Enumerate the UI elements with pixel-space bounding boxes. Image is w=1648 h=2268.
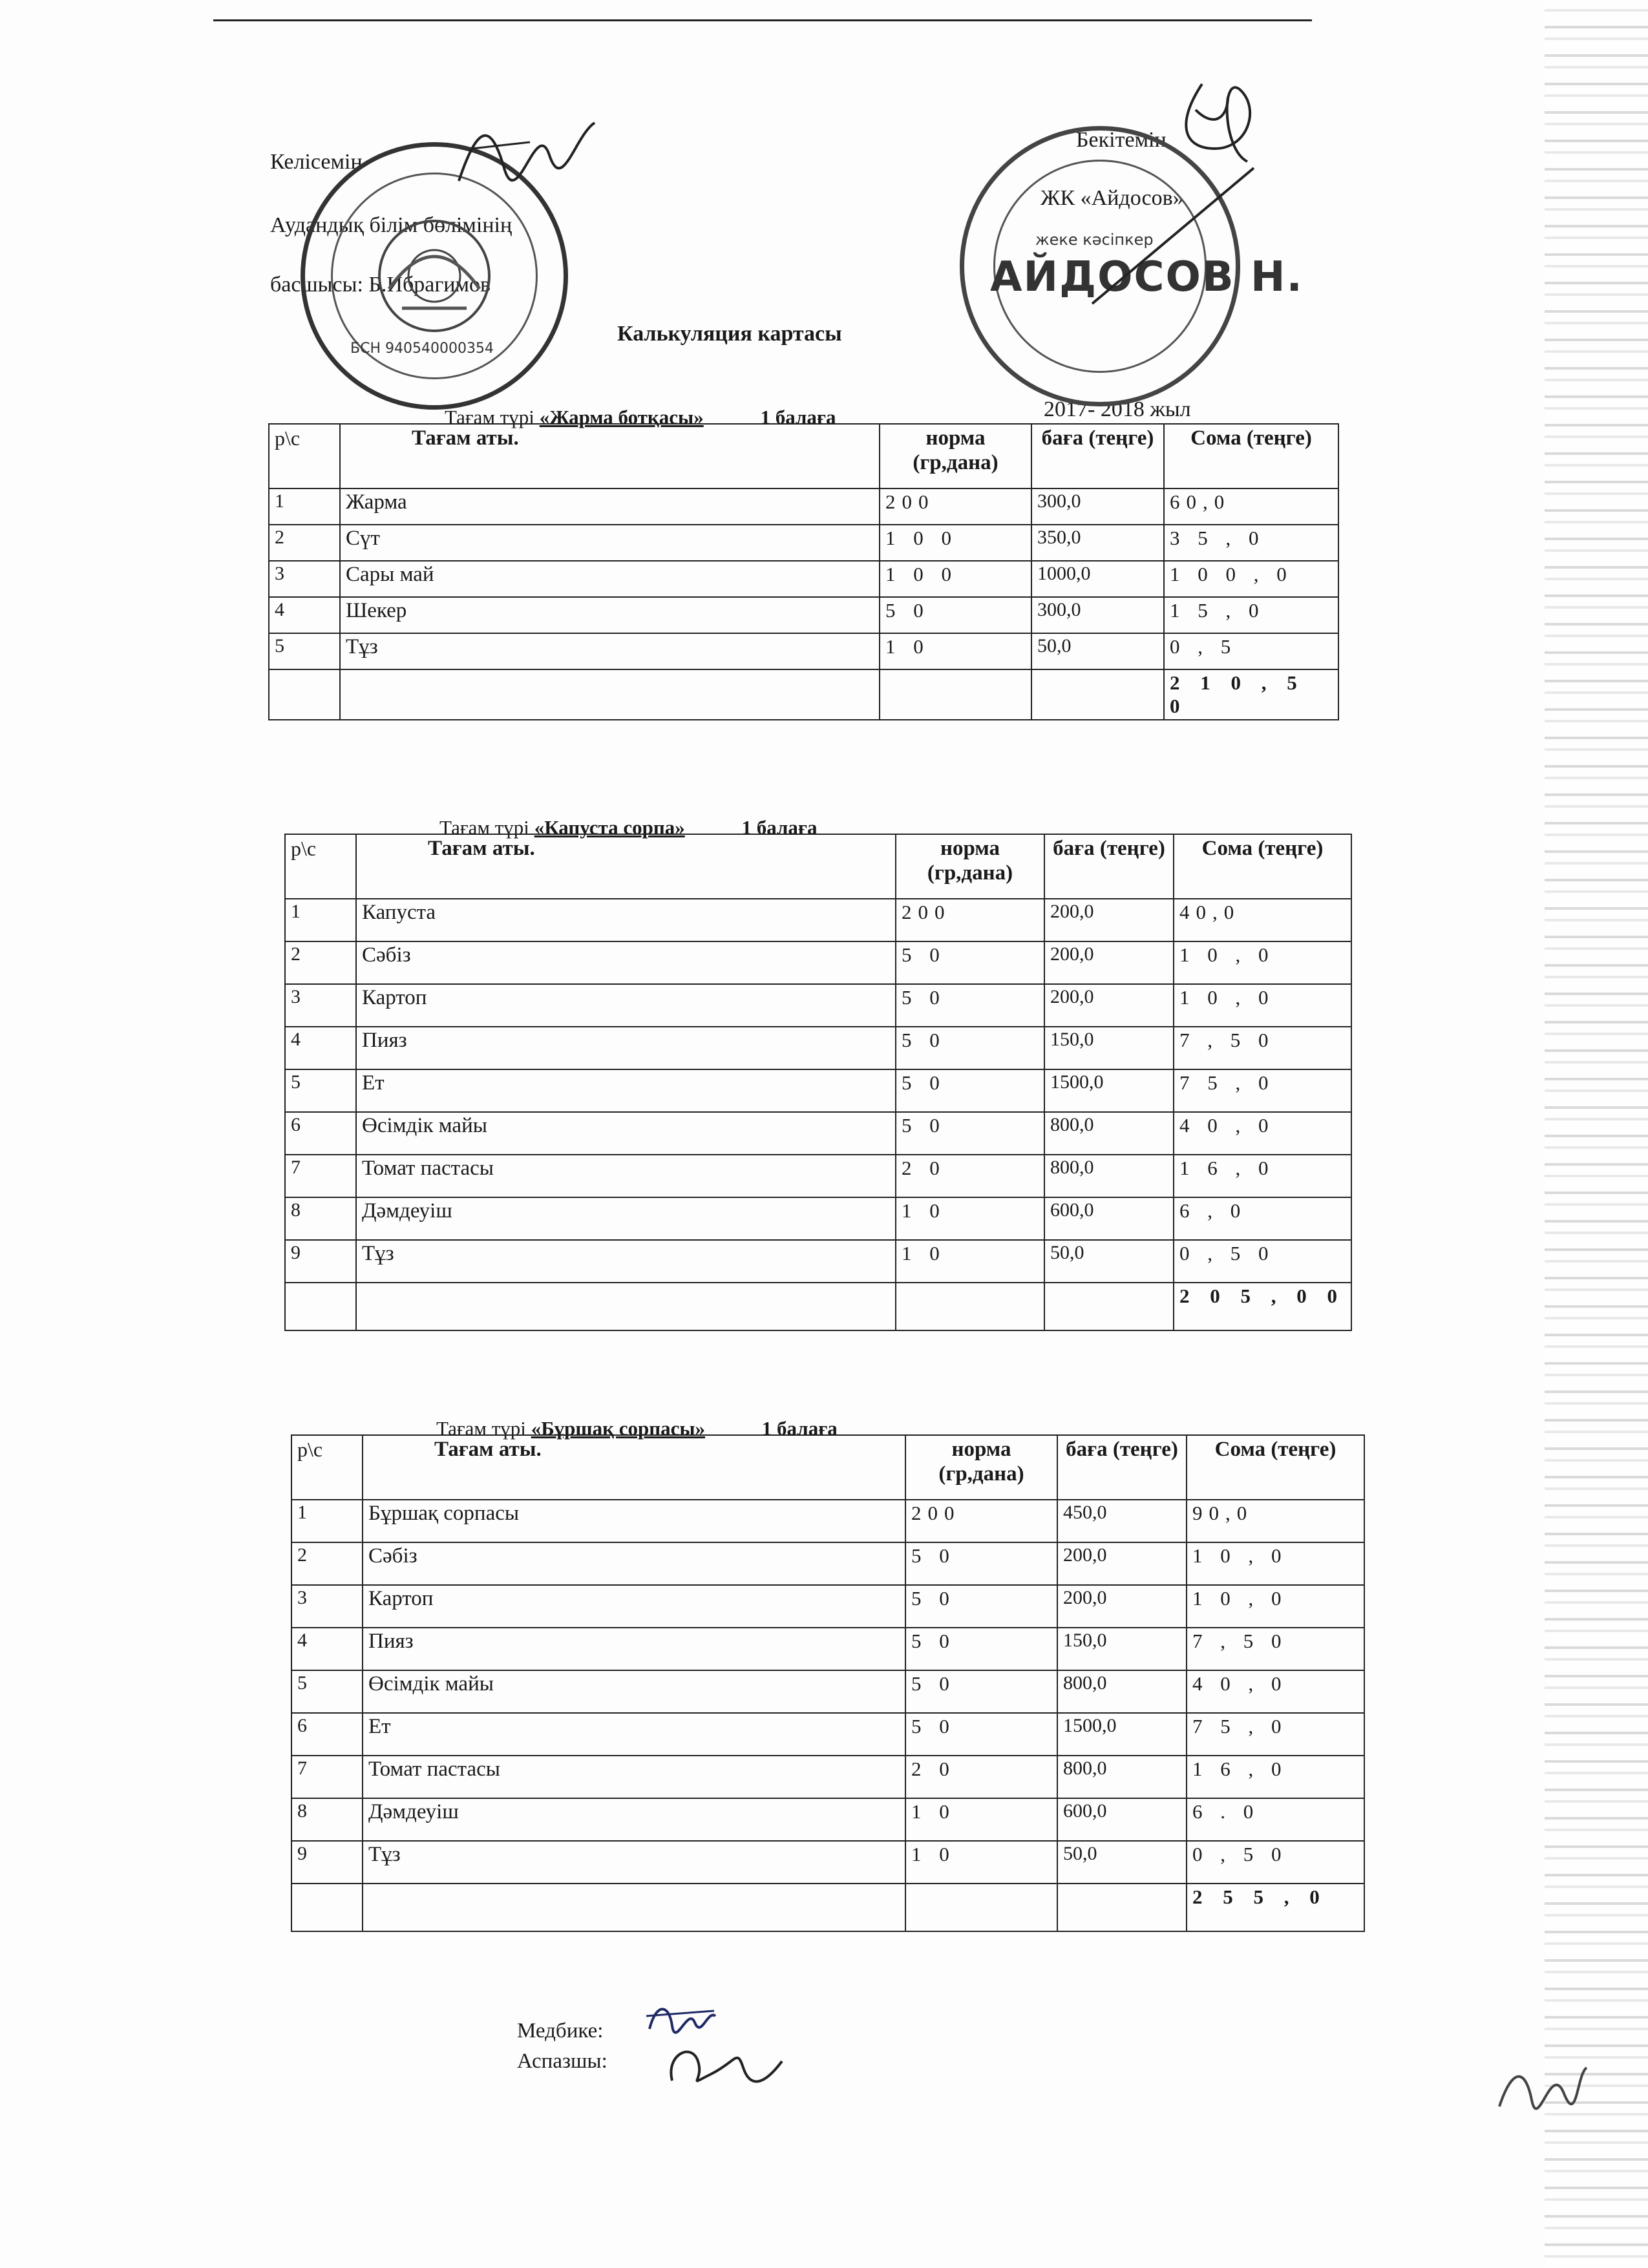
row-num: 5 (269, 633, 340, 669)
row-price: 200,0 (1044, 899, 1174, 941)
section-2-per: 1 балаға (741, 816, 818, 839)
row-name: Сары май (340, 561, 880, 597)
row-name: Тұз (363, 1841, 905, 1884)
row-sum: 7 , 5 0 (1174, 1027, 1351, 1069)
row-price: 350,0 (1031, 525, 1164, 561)
table-row (291, 1500, 1364, 1542)
total-sum: 2 1 0 , 5 0 (1164, 669, 1338, 720)
col-num: р\с (269, 424, 340, 488)
row-price: 600,0 (1057, 1798, 1187, 1841)
col-norm: норма (гр,дана) (880, 424, 1031, 488)
row-price: 150,0 (1057, 1628, 1187, 1670)
table-header-row (285, 834, 1351, 899)
table-header-row (269, 424, 1338, 488)
col-name: Тағам аты. (340, 424, 880, 488)
row-sum: 1 5 , 0 (1164, 597, 1338, 633)
section-3-per: 1 балаға (761, 1417, 838, 1440)
row-num: 2 (285, 941, 356, 984)
row-sum: 1 0 , 0 (1174, 984, 1351, 1027)
row-price: 200,0 (1057, 1542, 1187, 1585)
table-row (291, 1841, 1364, 1884)
row-price: 600,0 (1044, 1197, 1174, 1240)
row-name: Томат пастасы (363, 1756, 905, 1798)
row-sum: 1 6 , 0 (1187, 1756, 1364, 1798)
doc-title: Калькуляция картасы (617, 322, 842, 346)
row-price: 200,0 (1044, 941, 1174, 984)
row-norm: 5 0 (896, 1112, 1044, 1155)
row-price: 1500,0 (1044, 1069, 1174, 1112)
row-sum: 6 , 0 (1174, 1197, 1351, 1240)
section-3-rows (291, 1500, 1364, 1931)
table-row (269, 633, 1338, 669)
table-row (285, 1240, 1351, 1283)
total-row (291, 1884, 1364, 1931)
row-name: Капуста (356, 899, 896, 941)
total-empty-cell (896, 1283, 1044, 1330)
row-name: Дәмдеуіш (356, 1197, 896, 1240)
table-row (269, 597, 1338, 633)
col-num: р\с (291, 1435, 363, 1500)
row-norm: 200 (896, 899, 1044, 941)
col-sum: Сома (теңге) (1164, 424, 1338, 488)
row-sum: 4 0 , 0 (1174, 1112, 1351, 1155)
row-name: Өсімдік майы (363, 1670, 905, 1713)
section-2-meal: «Капуста сорпа» (534, 816, 685, 839)
row-sum: 3 5 , 0 (1164, 525, 1338, 561)
row-name: Томат пастасы (356, 1155, 896, 1197)
agreed-label: Келісемін (270, 150, 363, 174)
row-num: 4 (269, 597, 340, 633)
section-2-prefix: Тағам түрі (439, 816, 529, 839)
approved-label: Бекітемін (1076, 128, 1167, 152)
row-name: Шекер (340, 597, 880, 633)
row-norm: 2 0 (905, 1756, 1057, 1798)
scan-top-edge (213, 0, 1312, 21)
table-row (291, 1713, 1364, 1756)
row-norm: 5 0 (905, 1628, 1057, 1670)
row-price: 800,0 (1044, 1112, 1174, 1155)
table-row (285, 899, 1351, 941)
row-norm: 1 0 (880, 633, 1031, 669)
row-sum: 7 5 , 0 (1174, 1069, 1351, 1112)
row-sum: 7 , 5 0 (1187, 1628, 1364, 1670)
row-num: 3 (285, 984, 356, 1027)
row-name: Ет (356, 1069, 896, 1112)
row-num: 9 (291, 1841, 363, 1884)
left-stamp-bin: БСН 940540000354 (350, 341, 494, 357)
table-row (285, 984, 1351, 1027)
table-row (291, 1542, 1364, 1585)
row-num: 5 (291, 1670, 363, 1713)
row-name: Картоп (356, 984, 896, 1027)
row-num: 6 (285, 1112, 356, 1155)
total-empty-cell (905, 1884, 1057, 1931)
row-price: 300,0 (1031, 597, 1164, 633)
right-stamp-name: АЙДОСОВ Н. (990, 253, 1304, 301)
row-sum: 7 5 , 0 (1187, 1713, 1364, 1756)
total-sum: 2 0 5 , 0 0 (1174, 1283, 1351, 1330)
section-1-per: 1 балаға (760, 406, 836, 428)
row-num: 1 (269, 488, 340, 525)
table-row (285, 1197, 1351, 1240)
table-row (285, 1069, 1351, 1112)
total-empty-cell (356, 1283, 896, 1330)
year-label: 2017- 2018 жыл (1044, 397, 1191, 421)
table-row (269, 525, 1338, 561)
row-num: 1 (285, 899, 356, 941)
col-price: баға (теңге) (1031, 424, 1164, 488)
section-1-table (268, 423, 1339, 720)
total-empty-cell (285, 1283, 356, 1330)
row-price: 300,0 (1031, 488, 1164, 525)
total-empty-cell (340, 669, 880, 720)
row-norm: 5 0 (896, 1069, 1044, 1112)
row-sum: 0 , 5 0 (1174, 1240, 1351, 1283)
total-row (269, 669, 1338, 720)
row-name: Сәбіз (356, 941, 896, 984)
row-norm: 1 0 0 (880, 561, 1031, 597)
row-num: 3 (269, 561, 340, 597)
row-name: Сәбіз (363, 1542, 905, 1585)
row-norm: 2 0 (896, 1155, 1044, 1197)
total-empty-cell (1044, 1283, 1174, 1330)
row-norm: 5 0 (905, 1713, 1057, 1756)
row-norm: 1 0 (896, 1240, 1044, 1283)
approved-org: ЖК «Айдосов» (1041, 186, 1184, 210)
section-3-meal: «Бұршақ сорпасы» (531, 1417, 706, 1440)
row-sum: 40,0 (1174, 899, 1351, 941)
row-norm: 5 0 (905, 1585, 1057, 1628)
section-3-table (291, 1434, 1365, 1932)
row-num: 3 (291, 1585, 363, 1628)
row-price: 200,0 (1057, 1585, 1187, 1628)
total-row (285, 1283, 1351, 1330)
col-price: баға (теңге) (1057, 1435, 1187, 1500)
section-2-rows (285, 899, 1351, 1330)
approved-signature (1066, 71, 1280, 317)
table-row (291, 1756, 1364, 1798)
row-num: 7 (291, 1756, 363, 1798)
row-norm: 1 0 (896, 1197, 1044, 1240)
row-sum: 90,0 (1187, 1500, 1364, 1542)
row-norm: 5 0 (896, 941, 1044, 984)
row-num: 1 (291, 1500, 363, 1542)
row-price: 50,0 (1031, 633, 1164, 669)
row-price: 1000,0 (1031, 561, 1164, 597)
row-name: Бұршақ сорпасы (363, 1500, 905, 1542)
table-row (291, 1670, 1364, 1713)
row-sum: 1 0 , 0 (1174, 941, 1351, 984)
row-sum: 6 . 0 (1187, 1798, 1364, 1841)
row-name: Пияз (356, 1027, 896, 1069)
row-price: 1500,0 (1057, 1713, 1187, 1756)
row-norm: 200 (905, 1500, 1057, 1542)
section-1-rows (269, 488, 1338, 720)
col-norm: норма (гр,дана) (896, 834, 1044, 899)
row-num: 5 (285, 1069, 356, 1112)
right-stamp-role: жеке кәсіпкер (1035, 231, 1154, 249)
table-row (291, 1798, 1364, 1841)
row-num: 2 (269, 525, 340, 561)
margin-scribble (1493, 2055, 1590, 2119)
row-name: Өсімдік майы (356, 1112, 896, 1155)
table-row (269, 561, 1338, 597)
row-norm: 5 0 (896, 1027, 1044, 1069)
row-norm: 1 0 (905, 1798, 1057, 1841)
row-norm: 5 0 (880, 597, 1031, 633)
row-name: Дәмдеуіш (363, 1798, 905, 1841)
total-sum: 2 5 5 , 0 (1187, 1884, 1364, 1931)
section-3-prefix: Тағам түрі (436, 1417, 526, 1440)
row-name: Пияз (363, 1628, 905, 1670)
total-empty-cell (1057, 1884, 1187, 1931)
row-num: 4 (291, 1628, 363, 1670)
col-name: Тағам аты. (356, 834, 896, 899)
row-name: Картоп (363, 1585, 905, 1628)
row-price: 800,0 (1057, 1670, 1187, 1713)
row-sum: 0 , 5 (1164, 633, 1338, 669)
col-name: Тағам аты. (363, 1435, 905, 1500)
row-price: 50,0 (1057, 1841, 1187, 1884)
total-empty-cell (880, 669, 1031, 720)
row-sum: 1 0 0 , 0 (1164, 561, 1338, 597)
row-price: 450,0 (1057, 1500, 1187, 1542)
total-empty-cell (1031, 669, 1164, 720)
row-name: Ет (363, 1713, 905, 1756)
row-price: 800,0 (1044, 1155, 1174, 1197)
row-sum: 1 0 , 0 (1187, 1585, 1364, 1628)
row-num: 2 (291, 1542, 363, 1585)
col-norm: норма (гр,дана) (905, 1435, 1057, 1500)
cook-label: Аспазшы: (517, 2050, 607, 2073)
nurse-label: Медбике: (517, 2019, 604, 2042)
section-1-meal: «Жарма ботқасы» (539, 406, 704, 428)
row-name: Тұз (340, 633, 880, 669)
row-price: 200,0 (1044, 984, 1174, 1027)
table-row (291, 1585, 1364, 1628)
row-norm: 1 0 (905, 1841, 1057, 1884)
row-num: 7 (285, 1155, 356, 1197)
col-sum: Сома (теңге) (1187, 1435, 1364, 1500)
row-sum: 1 0 , 0 (1187, 1542, 1364, 1585)
row-name: Жарма (340, 488, 880, 525)
row-norm: 5 0 (905, 1542, 1057, 1585)
table-row (269, 488, 1338, 525)
section-1-prefix: Тағам түрі (445, 406, 534, 428)
row-num: 8 (291, 1798, 363, 1841)
col-price: баға (теңге) (1044, 834, 1174, 899)
total-empty-cell (363, 1884, 905, 1931)
row-sum: 0 , 5 0 (1187, 1841, 1364, 1884)
col-sum: Сома (теңге) (1174, 834, 1351, 899)
agreed-signature (452, 110, 601, 194)
total-empty-cell (269, 669, 340, 720)
table-row (285, 1027, 1351, 1069)
row-norm: 200 (880, 488, 1031, 525)
agreed-head: басшысы: Б.Ибрагимов (270, 273, 491, 297)
row-num: 6 (291, 1713, 363, 1756)
table-header-row (291, 1435, 1364, 1500)
row-price: 800,0 (1057, 1756, 1187, 1798)
row-name: Сүт (340, 525, 880, 561)
table-row (285, 941, 1351, 984)
row-norm: 5 0 (896, 984, 1044, 1027)
row-price: 150,0 (1044, 1027, 1174, 1069)
table-row (285, 1112, 1351, 1155)
row-sum: 4 0 , 0 (1187, 1670, 1364, 1713)
scan-right-edge (1545, 0, 1648, 2268)
row-num: 8 (285, 1197, 356, 1240)
row-num: 4 (285, 1027, 356, 1069)
section-2-table (284, 834, 1352, 1331)
row-norm: 1 0 0 (880, 525, 1031, 561)
total-empty-cell (291, 1884, 363, 1931)
row-name: Тұз (356, 1240, 896, 1283)
col-num: р\с (285, 834, 356, 899)
row-sum: 60,0 (1164, 488, 1338, 525)
table-row (285, 1155, 1351, 1197)
table-row (291, 1628, 1364, 1670)
row-num: 9 (285, 1240, 356, 1283)
agreed-org: Аудандық білім бөлімінің (270, 213, 512, 237)
row-sum: 1 6 , 0 (1174, 1155, 1351, 1197)
cook-signature (659, 2035, 788, 2094)
row-price: 50,0 (1044, 1240, 1174, 1283)
row-norm: 5 0 (905, 1670, 1057, 1713)
